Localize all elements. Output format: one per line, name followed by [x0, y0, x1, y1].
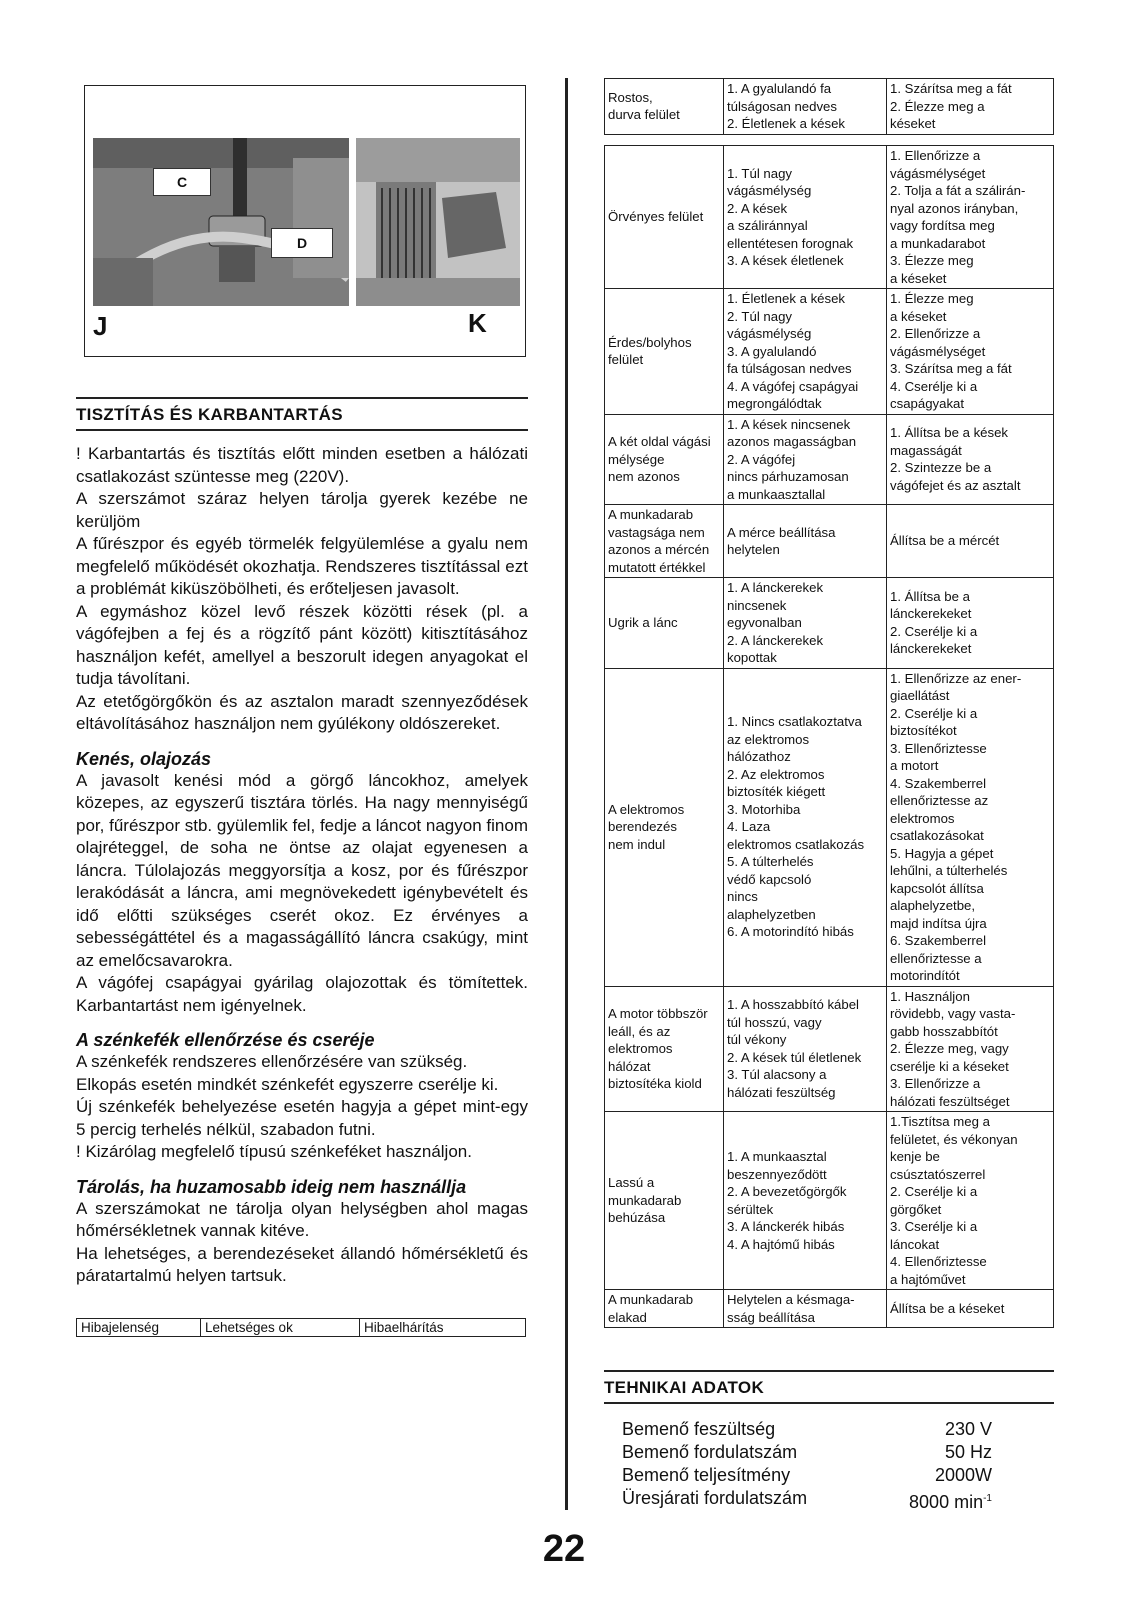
label-j: J	[93, 311, 108, 341]
lubrication-text	[76, 770, 528, 1018]
cleaning-title: TISZTÍTÁS ÉS KARBANTARTÁS	[76, 397, 528, 431]
fix-cell: 1. Ellenőrizze az ener- giaellátást 2. Cserélje ki a biztosítékot 3. Ellenőriztesse a motort 4. Szakemberrel ellenőriztesse az elektromos csatlakozásokat 5. Hagyja a gépet lehűlni, a túlterhelés kapcsolót állítsa alaphelyzetbe, majd indítsa újra 6. Szakemberrel ellenőriztesse a motorindítót	[887, 668, 1054, 986]
cause-cell: 1. Nincs csatlakoztatva az elektromos hálózathoz 2. Az elektromos biztosíték kiégett 3. Motorhiba 4. Laza elektromos csatlakozás 5. A túlterhelés védő kapcsoló nincs alaphelyzetben 6. A motorindító hibás	[724, 668, 887, 986]
fix-cell: 1. Szárítsa meg a fát 2. Élezze meg a késeket	[887, 79, 1054, 135]
storage-paragraph: Ha lehetséges, a berendezéseket állandó hőmérsékletű és páratartalmú helyen tartsuk.	[76, 1243, 528, 1285]
cause-cell: A mérce beállítása helytelen	[724, 505, 887, 578]
storage-title: Tárolás, ha huzamosabb ideig nem használlja	[76, 1176, 467, 1197]
label-c: C	[153, 168, 211, 196]
photo-chain-gear	[93, 138, 349, 306]
cause-cell: 1. A lánckerekek nincsenek egyvonalban 2. A lánckerekek kopottak	[724, 578, 887, 669]
symptom-cell: Rostos, durva felület	[605, 79, 724, 135]
troubleshooting-header-table	[76, 1318, 526, 1337]
lubrication-title: Kenés, olajozás	[76, 748, 212, 769]
spec-row	[622, 1464, 992, 1487]
symptom-cell: A elektromos berendezés nem indul	[605, 668, 724, 986]
symptom-cell: A motor többször leáll, és az elektromos hálózat biztosítéka kiold	[605, 986, 724, 1112]
brushes-paragraph: ! Kizárólag megfelelő típusú szénkeféket használjon.	[76, 1142, 472, 1161]
cause-cell: 1. Életlenek a kések 2. Túl nagy vágásmélység 3. A gyalulandó fa túlságosan nedves 4. A vágófej csapágyai megrongálódtak	[724, 289, 887, 415]
table-row	[605, 79, 1054, 135]
machine-photo-frame	[84, 85, 526, 357]
cleaning-paragraph: ! Karbantartás és tisztítás előtt minden esetben a hálózati csatlakozást szüntesse meg (220V).	[76, 444, 528, 486]
table-row	[605, 289, 1054, 415]
symptom-cell: Érdes/bolyhos felület	[605, 289, 724, 415]
fix-cell: Állítsa be a mércét	[887, 505, 1054, 578]
spec-value: 50 Hz	[944, 1442, 992, 1462]
header-fix: Hibaelhárítás	[360, 1318, 526, 1336]
spec-value: 230 V	[944, 1419, 992, 1439]
storage-paragraph: A szerszámokat ne tárolja olyan helységben ahol magas hőmérsékletnek vannak kitéve.	[76, 1198, 528, 1240]
spec-row	[622, 1487, 992, 1514]
header-symptom: Hibajelenség	[77, 1318, 201, 1336]
brushes-paragraph: Új szénkefék behelyezése esetén hagyja a gépet mint-egy 5 percig terhelés nélkül, szabadon futni.	[76, 1097, 528, 1139]
cause-cell: 1. A kések nincsenek azonos magasságban 2. A vágófej nincs párhuzamosan a munkaasztallal	[724, 414, 887, 505]
storage-text	[76, 1198, 528, 1288]
table-row	[77, 1318, 526, 1336]
cleaning-paragraph: A fűrészpor és egyéb törmelék felgyülemlése a gyalu nem megfelelő működését okozhatja. Rendszeres tisztítással ezt a problémát kiküszöbölheti, és erőteljesen javasolt.	[76, 534, 528, 598]
label-d: D	[271, 228, 333, 258]
spec-label: Bemenő fordulatszám	[622, 1442, 798, 1462]
spec-value-superscript: -1	[983, 1493, 992, 1504]
cause-cell: Helytelen a késmaga- sság beállítása	[724, 1290, 887, 1328]
brushes-text	[76, 1051, 528, 1164]
fix-cell: 1. Állítsa be a kések magasságát 2. Szintezze be a vágófejet és az asztalt	[887, 414, 1054, 505]
cleaning-paragraph: A egymáshoz közel levő részek közötti rések (pl. a vágófejben a fej és a rögzítő pánt között) kitisztításához használjon kefét, amellyel a beszorult idegen anyagokat el tudja távolítani.	[76, 601, 528, 688]
symptom-cell: Ugrik a lánc	[605, 578, 724, 669]
cause-cell: 1. Túl nagy vágásmélység 2. A kések a száliránnyal ellentétesen forognak 3. A kések életlenek	[724, 146, 887, 289]
table-row	[605, 505, 1054, 578]
symptom-cell: Örvényes felület	[605, 146, 724, 289]
spec-value: 8000 $\min^{-1}$	[909, 1492, 992, 1512]
left-column	[76, 78, 528, 1337]
brushes-paragraph: A szénkefék rendszeres ellenőrzésére van szükség.	[76, 1052, 468, 1071]
label-k: K	[468, 308, 487, 338]
troubleshooting-table	[604, 145, 1054, 1328]
tech-data-title: TEHNIKAI ADATOK	[604, 1370, 1054, 1404]
fix-cell: 1.Tisztítsa meg a felületet, és vékonyan kenje be csúsztatószerrel 2. Cserélje ki a görgőket 3. Cserélje ki a láncokat 4. Ellenőriztesse a hajtóművet	[887, 1112, 1054, 1290]
spec-row	[622, 1418, 992, 1441]
photo-cutter-head	[356, 138, 520, 306]
spec-row	[622, 1441, 992, 1464]
table-row	[605, 986, 1054, 1112]
cause-cell: 1. A hosszabbító kábel túl hosszú, vagy túl vékony 2. A kések túl életlenek 3. Túl alacsony a hálózati feszültség	[724, 986, 887, 1112]
fix-cell: 1. Ellenőrizze a vágásmélységet 2. Tolja a fát a szálirán- nyal azonos irányban, vagy fordítsa meg a munkadarabot 3. Élezze meg a késeket	[887, 146, 1054, 289]
table-row	[605, 1112, 1054, 1290]
spec-label: Bemenő teljesítmény	[622, 1465, 791, 1485]
symptom-cell: A munkadarab vastagsága nem azonos a mércén mutatott értékkel	[605, 505, 724, 578]
spec-label: Üresjárati fordulatszám	[622, 1488, 808, 1508]
spec-label: Bemenő feszültség	[622, 1419, 776, 1439]
table-row	[605, 146, 1054, 289]
fix-cell: Állítsa be a késeket	[887, 1290, 1054, 1328]
symptom-cell: Lassú a munkadarab behúzása	[605, 1112, 724, 1290]
spec-value: 2000W	[934, 1465, 992, 1485]
troubleshooting-table-top	[604, 78, 1054, 135]
header-cause: Lehetséges ok	[201, 1318, 360, 1336]
symptom-cell: A két oldal vágási mélysége nem azonos	[605, 414, 724, 505]
lubrication-paragraph: A javasolt kenési mód a görgő láncokhoz, amelyek közepes, az egyszerű tisztára törlés. Ha nagy mennyiségű por, fűrészpor stb. gyülemlik fel, fedje a láncot nagyon finom olajréteggel, de soha ne öntse az olajat egyenesen a láncra. Túlolajozás meggyorsítja a kosz, por és fűrészpor lerakódását a láncra, ami megnövekedett igénybevételt és idő előtti szükséges cserét okoz. Ez érvényes a sebességáttétel és a magasságállító láncra csakúgy, mint az emelőcsavarokra.	[76, 770, 528, 970]
fix-cell: 1. Használjon rövidebb, vagy vasta- gabb hosszabbítót 2. Élezze meg, vagy cserélje ki a késeket 3. Ellenőrizze a hálózati feszültséget	[887, 986, 1054, 1112]
column-divider	[565, 78, 568, 1510]
cleaning-paragraph: A szerszámot száraz helyen tárolja gyerek kezébe ne kerüljöm	[76, 489, 528, 531]
symptom-cell: A munkadarab elakad	[605, 1290, 724, 1328]
fix-cell: 1. Élezze meg a késeket 2. Ellenőrizze a vágásmélységet 3. Szárítsa meg a fát 4. Cserélje ki a csapágyakat	[887, 289, 1054, 415]
tech-data-list	[622, 1418, 992, 1514]
table-row	[605, 578, 1054, 669]
table-row	[605, 1290, 1054, 1328]
brushes-title: A szénkefék ellenőrzése és cseréje	[76, 1030, 375, 1050]
cleaning-paragraph: Az etetőgörgőkön és az asztalon maradt szennyeződések eltávolításához használjon nem gyúlékony oldószereket.	[76, 691, 528, 733]
table-row	[605, 414, 1054, 505]
brushes-paragraph: Elkopás esetén mindkét szénkefét egyszerre cserélje ki.	[76, 1074, 499, 1094]
lubrication-paragraph: A vágófej csapágyai gyárilag olajozottak és tömítettek. Karbantartást nem igényelnek.	[76, 973, 528, 1015]
fix-cell: 1. Állítsa be a lánckerekeket 2. Cserélje ki a lánckerekeket	[887, 578, 1054, 669]
table-row	[605, 668, 1054, 986]
cause-cell: 1. A gyalulandó fa túlságosan nedves 2. Életlenek a kések	[724, 79, 887, 135]
cause-cell: 1. A munkaasztal beszennyeződött 2. A bevezetőgörgők sérültek 3. A lánckerék hibás 4. A hajtómű hibás	[724, 1112, 887, 1290]
page-number: 22	[542, 1528, 586, 1570]
cleaning-text	[76, 443, 528, 736]
